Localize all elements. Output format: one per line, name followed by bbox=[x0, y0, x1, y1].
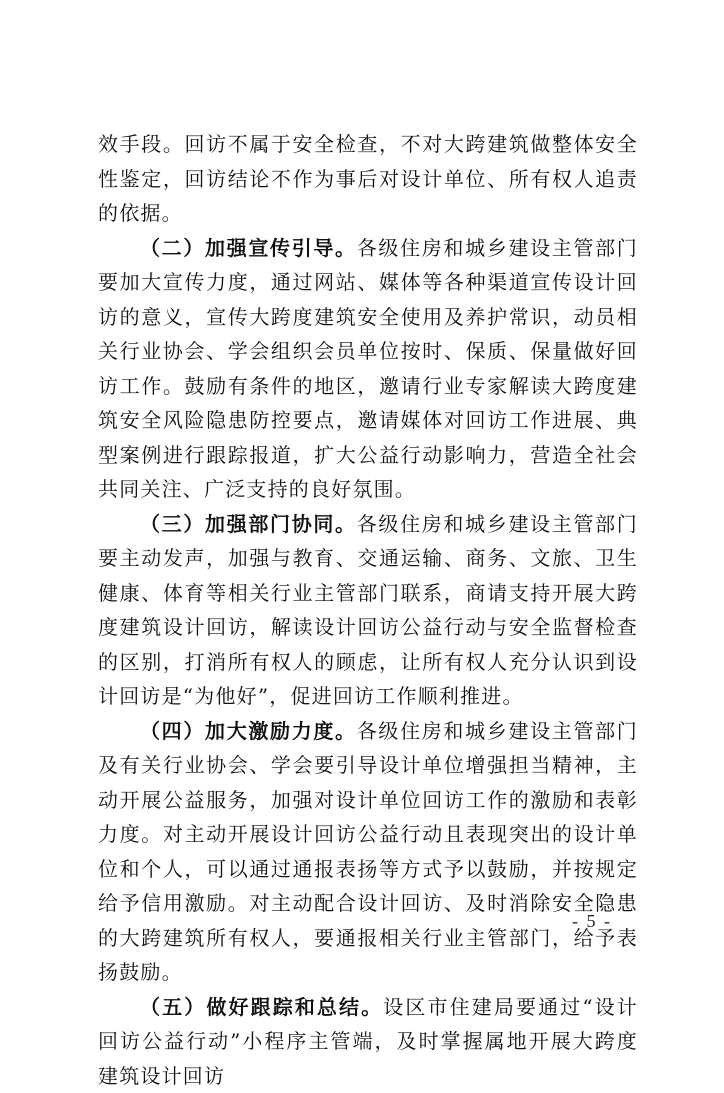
paragraph-heading: （五）做好跟踪和总结。 bbox=[140, 995, 383, 1019]
document-body bbox=[98, 127, 638, 1093]
paragraph-text: 各级住房和城乡建设主管部门要加大宣传力度，通过网站、媒体等各种渠道宣传设计回访的意义，宣传大跨度建筑安全使用及养护常识，动员相关行业协会、学会组织会员单位按时、保质、保量做好回访工作。鼓励有条件的地区，邀请行业专家解读大跨度建筑安全风险隐患防控要点，邀请媒体对回访工作进展、典型案例进行跟踪报道，扩大公益行动影响力，营造全社会共同关注、广泛支持的良好氛围。 bbox=[98, 236, 638, 502]
paragraph-heading: （四）加大激励力度。 bbox=[140, 719, 357, 743]
paragraph-heading: （三）加强部门协同。 bbox=[140, 512, 357, 536]
paragraph-tracking bbox=[98, 990, 638, 1093]
paragraph-continuation bbox=[98, 127, 638, 231]
page-number: - 5 - bbox=[572, 911, 612, 932]
paragraph-text: 设区市住建局要通过“设计回访公益行动”小程序主管端，及时掌握属地开展大跨度建筑设计回访 bbox=[98, 995, 638, 1088]
paragraph-heading: （二）加强宣传引导。 bbox=[140, 236, 357, 260]
paragraph-text: 各级住房和城乡建设主管部门要主动发声，加强与教育、交通运输、商务、文旅、卫生健康、体育等相关行业主管部门联系，商请支持开展大跨度建筑设计回访，解读设计回访公益行动与安全监督检查的区别，打消所有权人的顾虑，让所有权人充分认识到设计回访是“为他好”，促进回访工作顺利推进。 bbox=[98, 512, 638, 709]
paragraph-coordination bbox=[98, 507, 638, 714]
paragraph-incentives bbox=[98, 714, 638, 990]
paragraph-text: 各级住房和城乡建设主管部门及有关行业协会、学会要引导设计单位增强担当精神，主动开展公益服务，加强对设计单位回访工作的激励和表彰力度。对主动开展设计回访公益行动且表现突出的设计单位和个人，可以通过通报表扬等方式予以鼓励，并按规定给予信用激励。对主动配合设计回访、及时消除安全隐患的大跨建筑所有权人，要通报相关行业主管部门，给予表扬鼓励。 bbox=[98, 719, 638, 985]
paragraph-publicity bbox=[98, 231, 638, 507]
paragraph-text: 效手段。回访不属于安全检查，不对大跨建筑做整体安全性鉴定，回访结论不作为事后对设计单位、所有权人追责的依据。 bbox=[98, 132, 638, 225]
